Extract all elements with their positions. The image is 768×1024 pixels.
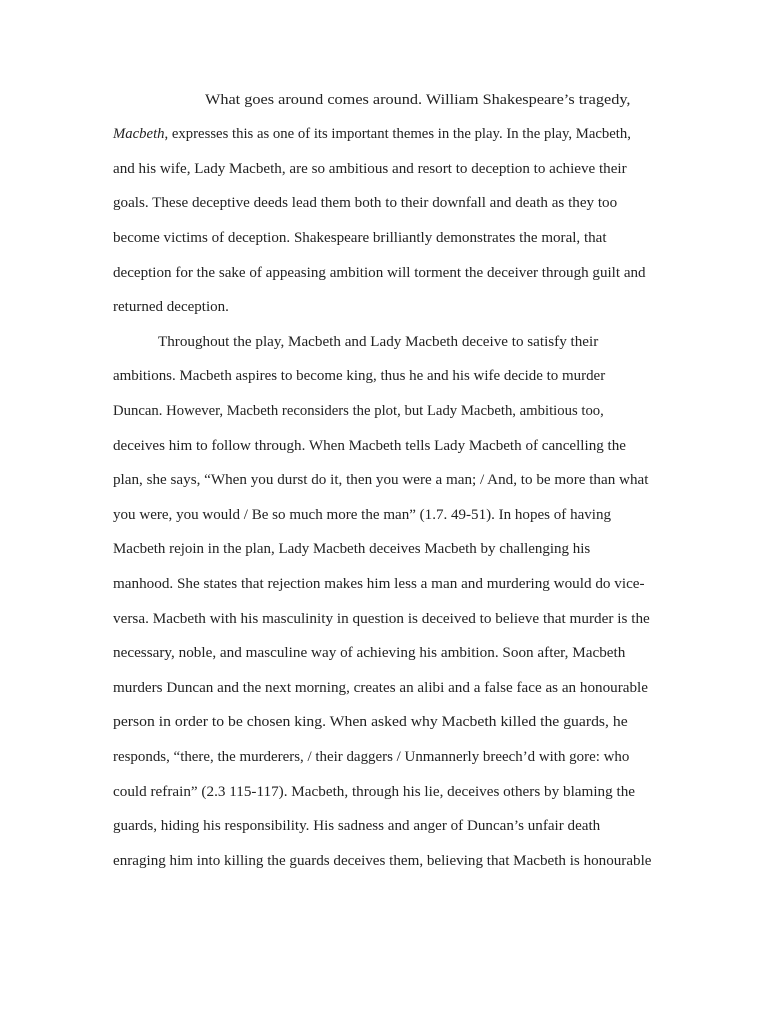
text-line: deception for the sake of appeasing ambition will torment the deceiver through guilt and <box>113 265 646 281</box>
text-line: necessary, noble, and masculine way of achieving his ambition. Soon after, Macbeth <box>113 645 626 661</box>
text-run: , expresses this as one of its important themes in the play. In the play, Macbeth, <box>164 126 631 142</box>
text-line: Macbeth rejoin in the plan, Lady Macbeth deceives Macbeth by challenging his <box>113 541 591 557</box>
text-line: murders Duncan and the next morning, creates an alibi and a false face as an honourable <box>113 680 648 696</box>
text-line: and his wife, Lady Macbeth, are so ambitious and resort to deception to achieve their <box>113 161 627 177</box>
text-line: Throughout the play, Macbeth and Lady Macbeth deceive to satisfy their <box>158 334 599 350</box>
text-line: deceives him to follow through. When Macbeth tells Lady Macbeth of cancelling the <box>113 438 626 454</box>
text-line: Duncan. However, Macbeth reconsiders the plot, but Lady Macbeth, ambitious too, <box>113 403 604 419</box>
text-line: What goes around comes around. William Shakespeare’s tragedy, <box>205 92 631 108</box>
play-title: Macbeth <box>113 126 165 142</box>
text-line: could refrain” (2.3 115-117). Macbeth, through his lie, deceives others by blaming the <box>113 784 636 800</box>
text-line: plan, she says, “When you durst do it, then you were a man; / And, to be more than what <box>113 472 649 488</box>
text-line: responds, “there, the murderers, / their daggers / Unmannerly breech’d with gore: who <box>113 749 630 765</box>
text-line: goals. These deceptive deeds lead them both to their downfall and death as they too <box>113 195 618 211</box>
text-line: versa. Macbeth with his masculinity in question is deceived to believe that murder is the <box>113 611 650 627</box>
text-line: enraging him into killing the guards deceives them, believing that Macbeth is honourable <box>113 853 652 869</box>
text-line: returned deception. <box>113 299 229 315</box>
text-line: become victims of deception. Shakespeare brilliantly demonstrates the moral, that <box>113 230 607 246</box>
text-line: you were, you would / Be so much more the man” (1.7. 49-51). In hopes of having <box>113 507 612 523</box>
text-line: ambitions. Macbeth aspires to become king, thus he and his wife decide to murder <box>113 368 606 384</box>
text-line: manhood. She states that rejection makes him less a man and murdering would do vice- <box>113 576 645 592</box>
text-line <box>113 127 631 142</box>
text-line: guards, hiding his responsibility. His sadness and anger of Duncan’s unfair death <box>113 818 601 834</box>
text-line: person in order to be chosen king. When asked why Macbeth killed the guards, he <box>113 714 628 730</box>
